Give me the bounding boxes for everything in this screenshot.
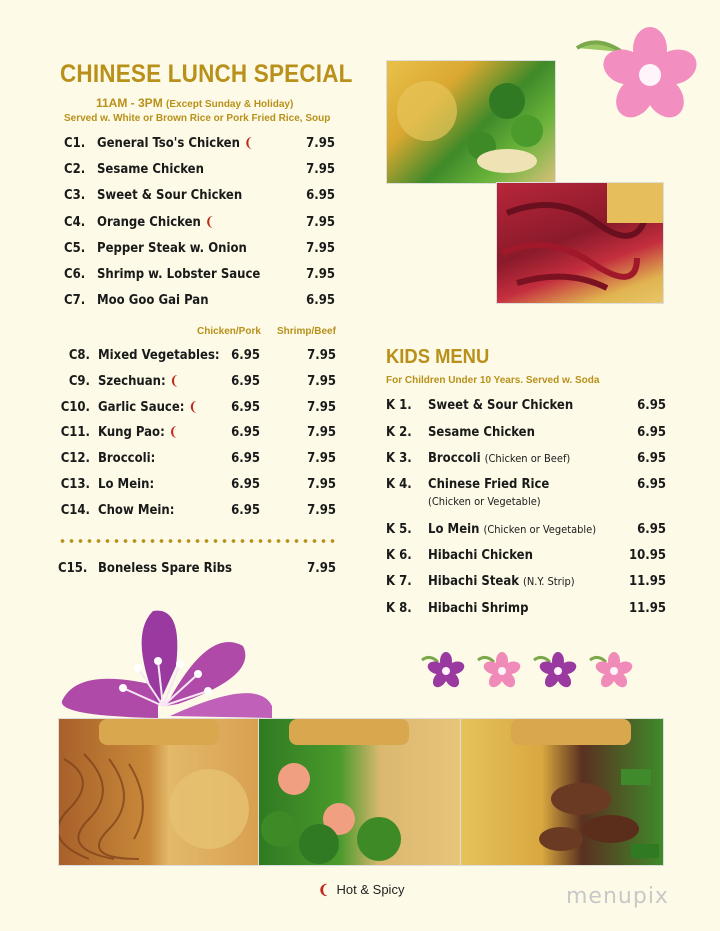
item-name-text: Moo Goo Gai Pan: [97, 293, 209, 309]
small-flower-icon: [476, 650, 524, 690]
food-photo-lo-mein: [58, 718, 260, 866]
item-name-text: Broccoli: [428, 451, 481, 466]
hours-text: 11AM - 3PM: [96, 96, 163, 110]
item-code: K 4.: [386, 477, 412, 492]
chili-icon: ❨: [318, 882, 329, 897]
price-shrimp-beef: 7.95: [307, 348, 336, 363]
item-note: (N.Y. Strip): [523, 575, 575, 588]
item-name: [428, 477, 549, 492]
kids-menu-title: KIDS MENU: [386, 346, 490, 368]
column-header-chicken-pork: Chicken/Pork: [197, 326, 261, 337]
item-name: [98, 374, 179, 389]
item-name-text: Lo Mein: [428, 522, 480, 537]
item-price: 7.95: [306, 240, 335, 256]
item-code: C7.: [64, 293, 86, 309]
item-name-text: Szechuan:: [98, 373, 166, 389]
item-name-text: Chow Mein:: [98, 502, 175, 518]
small-flower-icon: [532, 650, 580, 690]
item-code: K 5.: [386, 522, 412, 537]
item-code: C5.: [64, 240, 86, 256]
item-name: [98, 348, 220, 363]
item-code: C15.: [58, 561, 88, 576]
column-header-shrimp-beef: Shrimp/Beef: [277, 326, 336, 337]
small-flower-icon: [588, 650, 636, 690]
item-price: 6.95: [637, 451, 666, 466]
item-name: [428, 425, 535, 440]
item-name: [97, 241, 247, 256]
price-shrimp-beef: 7.95: [307, 502, 336, 518]
chili-icon: ❨: [204, 214, 215, 230]
item-name-text: Hibachi Chicken: [428, 548, 533, 563]
lunch-special-title: CHINESE LUNCH SPECIAL: [60, 60, 353, 88]
item-name-text: Lo Mein:: [98, 477, 155, 492]
item-name-text: Garlic Sauce:: [98, 399, 185, 415]
item-price: 7.95: [306, 136, 335, 151]
item-price: 6.95: [306, 293, 335, 309]
item-name: [428, 548, 533, 563]
item-name-text: Sesame Chicken: [97, 162, 204, 178]
hot-spicy-legend: [318, 882, 404, 898]
item-code: K 2.: [386, 425, 412, 440]
item-code: C6.: [64, 267, 86, 282]
item-price: 6.95: [637, 398, 666, 413]
item-price: 7.95: [306, 162, 335, 178]
lunch-served-with: Served w. White or Brown Rice or Pork Fried Rice, Soup: [64, 113, 331, 124]
food-photo-pepper-steak: [460, 718, 664, 866]
item-name: [428, 574, 575, 589]
item-name: [98, 425, 179, 440]
item-name-text: Kung Pao:: [98, 425, 165, 441]
chili-icon: ❨: [188, 399, 199, 415]
item-price: 7.95: [306, 214, 335, 230]
item-price: 6.95: [637, 477, 666, 492]
kids-menu-subtitle: For Children Under 10 Years. Served w. Soda: [386, 375, 600, 386]
item-price: 11.95: [629, 574, 666, 589]
item-code: C3.: [64, 188, 86, 204]
item-name: [98, 400, 198, 415]
item-code: K 7.: [386, 574, 412, 589]
price-chicken-pork: 6.95: [231, 502, 260, 518]
item-note: (Chicken or Vegetable): [483, 523, 597, 536]
item-name: [97, 136, 254, 151]
item-code: C8.: [68, 348, 90, 363]
item-code: K 3.: [386, 451, 412, 466]
price-shrimp-beef: 7.95: [307, 451, 336, 467]
item-name: [97, 162, 204, 177]
item-name: [428, 522, 596, 537]
watermark: menupix: [566, 884, 669, 909]
pink-flower-icon: [572, 20, 702, 125]
item-price: 6.95: [306, 188, 335, 204]
item-code: C12.: [60, 451, 90, 467]
item-code: K 6.: [386, 548, 412, 563]
price-chicken-pork: 6.95: [231, 425, 260, 441]
item-name: [98, 451, 155, 466]
item-name: [98, 503, 174, 518]
price-chicken-pork: 6.95: [231, 373, 260, 389]
item-name-text: Sesame Chicken: [428, 425, 535, 440]
item-name-text: Hibachi Steak: [428, 574, 520, 589]
hours-note: (Except Sunday & Holiday): [166, 99, 294, 110]
item-note: (Chicken or Vegetable): [428, 495, 541, 508]
item-price: 10.95: [629, 548, 666, 563]
item-name: [428, 451, 570, 466]
item-name: [97, 267, 260, 282]
item-name: [428, 601, 528, 616]
item-name-text: Shrimp w. Lobster Sauce: [97, 267, 261, 282]
item-code: C2.: [64, 162, 86, 178]
item-code: C11.: [60, 425, 90, 441]
item-code: K 1.: [386, 398, 412, 413]
item-name-text: Broccoli:: [98, 451, 156, 467]
item-name-text: Chinese Fried Rice: [428, 477, 550, 492]
item-name: [428, 398, 573, 413]
price-chicken-pork: 6.95: [231, 451, 260, 467]
chili-icon: ❨: [168, 425, 179, 441]
item-name-text: General Tso's Chicken: [97, 136, 240, 151]
item-name-text: Sweet & Sour Chicken: [428, 398, 574, 413]
chili-icon: ❨: [169, 373, 180, 389]
item-code: C10.: [60, 399, 90, 415]
chili-icon: ❨: [243, 136, 254, 151]
price-shrimp-beef: 7.95: [307, 477, 336, 492]
dotted-divider: [58, 538, 336, 544]
item-name-text: Hibachi Shrimp: [428, 601, 529, 616]
item-name-text: Sweet & Sour Chicken: [97, 188, 243, 204]
item-code: C9.: [68, 373, 90, 389]
item-price: 11.95: [629, 601, 666, 616]
item-name: [97, 293, 209, 308]
price-chicken-pork: 6.95: [231, 348, 260, 363]
item-price: 7.95: [306, 267, 335, 282]
item-code: C4.: [64, 214, 86, 230]
item-code: C1.: [64, 136, 86, 151]
lunch-hours: [96, 96, 293, 110]
item-code: C14.: [60, 502, 90, 518]
price-chicken-pork: 6.95: [231, 399, 260, 415]
item-code: K 8.: [386, 601, 412, 616]
item-price: 6.95: [637, 522, 666, 537]
item-name: [97, 215, 215, 230]
price-shrimp-beef: 7.95: [307, 399, 336, 415]
item-price: 7.95: [307, 561, 336, 576]
price-shrimp-beef: 7.95: [307, 425, 336, 441]
food-photo-shrimp-broccoli: [258, 718, 462, 866]
item-name: [98, 477, 154, 492]
item-name-text: Pepper Steak w. Onion: [97, 240, 247, 256]
small-flower-icon: [420, 650, 468, 690]
item-name-text: Mixed Vegetables:: [98, 348, 220, 363]
food-photo-spare-ribs: [496, 182, 664, 304]
item-name-text: Orange Chicken: [97, 214, 201, 230]
item-name: Boneless Spare Ribs: [98, 561, 232, 576]
item-name: [97, 188, 242, 203]
legend-text: Hot & Spicy: [336, 882, 405, 897]
item-code: C13.: [60, 477, 90, 492]
item-price: 6.95: [637, 425, 666, 440]
food-photo-fried-rice-broccoli: [386, 60, 556, 184]
price-chicken-pork: 6.95: [231, 477, 260, 492]
item-note: (Chicken or Beef): [484, 452, 571, 465]
purple-flower-icon: [58, 606, 274, 718]
price-shrimp-beef: 7.95: [307, 373, 336, 389]
